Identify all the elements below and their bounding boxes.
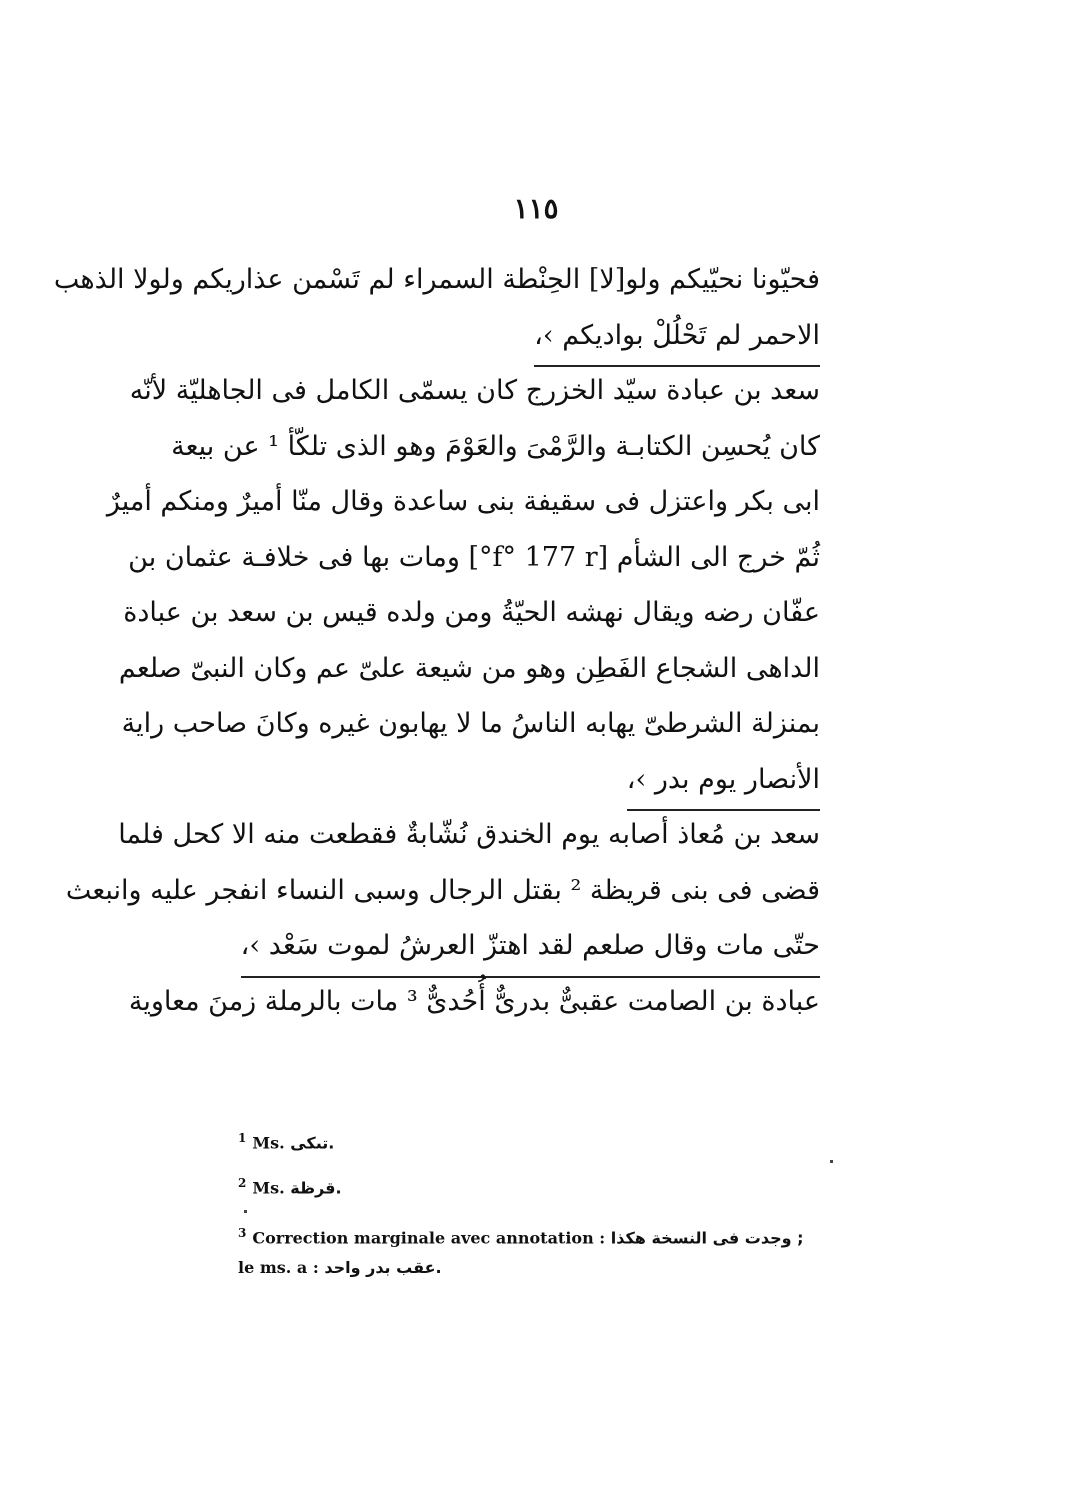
footnote-1-word: تىكى.: [290, 1133, 335, 1153]
text-line-13: [238, 918, 820, 974]
text-line-5: ابى بكر واعتزل فى سقيفة بنى ساعدة وقال منّا أميرٌ ومنكم أميرٌ: [106, 486, 820, 517]
text-line-2: [238, 308, 820, 364]
entry-end-1: الاحمر لم تَحْلُلْ بواديكم ›،: [534, 308, 820, 368]
text-line-10: [238, 752, 820, 808]
text-line-8: الداهى الشجاع الفَطِن وهو من شيعة علىّ عم وكان النبىّ صلعم: [118, 652, 820, 684]
text-line-3: سعد بن عبادة سيّد الخزرج كان يسمّى الكامل فى الجاهليّة لأنّه: [129, 375, 820, 406]
text-line-1: فحيّونا نحيّيكم ولو[لا] الحِنْطة السمراء لم تَسْمن عذاريكم ولولا الذهب: [53, 264, 820, 295]
footnote-2-ms: Ms.: [252, 1178, 285, 1198]
scan-speck: [244, 1210, 247, 1213]
main-text: [53, 252, 820, 1029]
footnote-3-line2-french: le ms. a :: [238, 1257, 319, 1277]
footnote-2-number: 2: [238, 1176, 247, 1191]
text-line-12: قضى فى بنى قريظة ² بقتل الرجال وسبى النساء انفجر عليه وانبعث: [65, 874, 820, 906]
footnote-1-number: 1: [238, 1131, 247, 1145]
footnote-2-word: قرظة.: [290, 1178, 342, 1198]
footnote-2: [238, 1163, 820, 1208]
entry-end-2: الأنصار يوم بدر ›،: [627, 752, 820, 812]
footnote-3-arabic: وجدت فى النسخة هكذا ;: [610, 1227, 804, 1247]
scan-speck: [830, 1160, 833, 1163]
text-line-4: كان يُحسِن الكتابـة والرَّمْىَ والعَوْمَ وهو الذى تلكّأ ¹ عن بيعة: [171, 430, 820, 462]
text-line-6: ثُمّ خرج الى الشأم [f° 177 r°] ومات بها فى خلافـة عثمان بن: [128, 541, 820, 573]
footnote-3-line2-arabic: عقب بدر واحد.: [324, 1257, 442, 1277]
footnote-1: [238, 1118, 820, 1163]
text-line-9: بمنزلة الشرطىّ يهابه الناسُ ما لا يهابون غيره وكانَ صاحب راية: [121, 708, 820, 739]
footnote-3-number: 3: [238, 1225, 247, 1240]
footnote-1-ms: Ms.: [252, 1133, 285, 1153]
text-line-7: عفّان رضه ويقال نهشه الحيّةُ ومن ولده قيس بن سعد بن عبادة: [123, 597, 820, 628]
footnote-3-text: Correction marginale avec annotation :: [252, 1227, 606, 1247]
text-line-14: عبادة بن الصامت عقبىٌّ بدرىٌّ أُحُدىٌّ ³ مات بالرملة زمنَ معاوية: [128, 985, 820, 1017]
text-line-11: سعد بن مُعاذ أصابه يوم الخندق نُشّابةٌ فقطعت منه الا كحل فلما: [118, 819, 820, 850]
footnotes: [238, 1118, 820, 1288]
page-number: ١١٥: [513, 192, 559, 225]
entry-end-3: حتّى مات وقال صلعم لقد اهتزّ العرشُ لموت سَعْد ›،: [241, 918, 820, 978]
